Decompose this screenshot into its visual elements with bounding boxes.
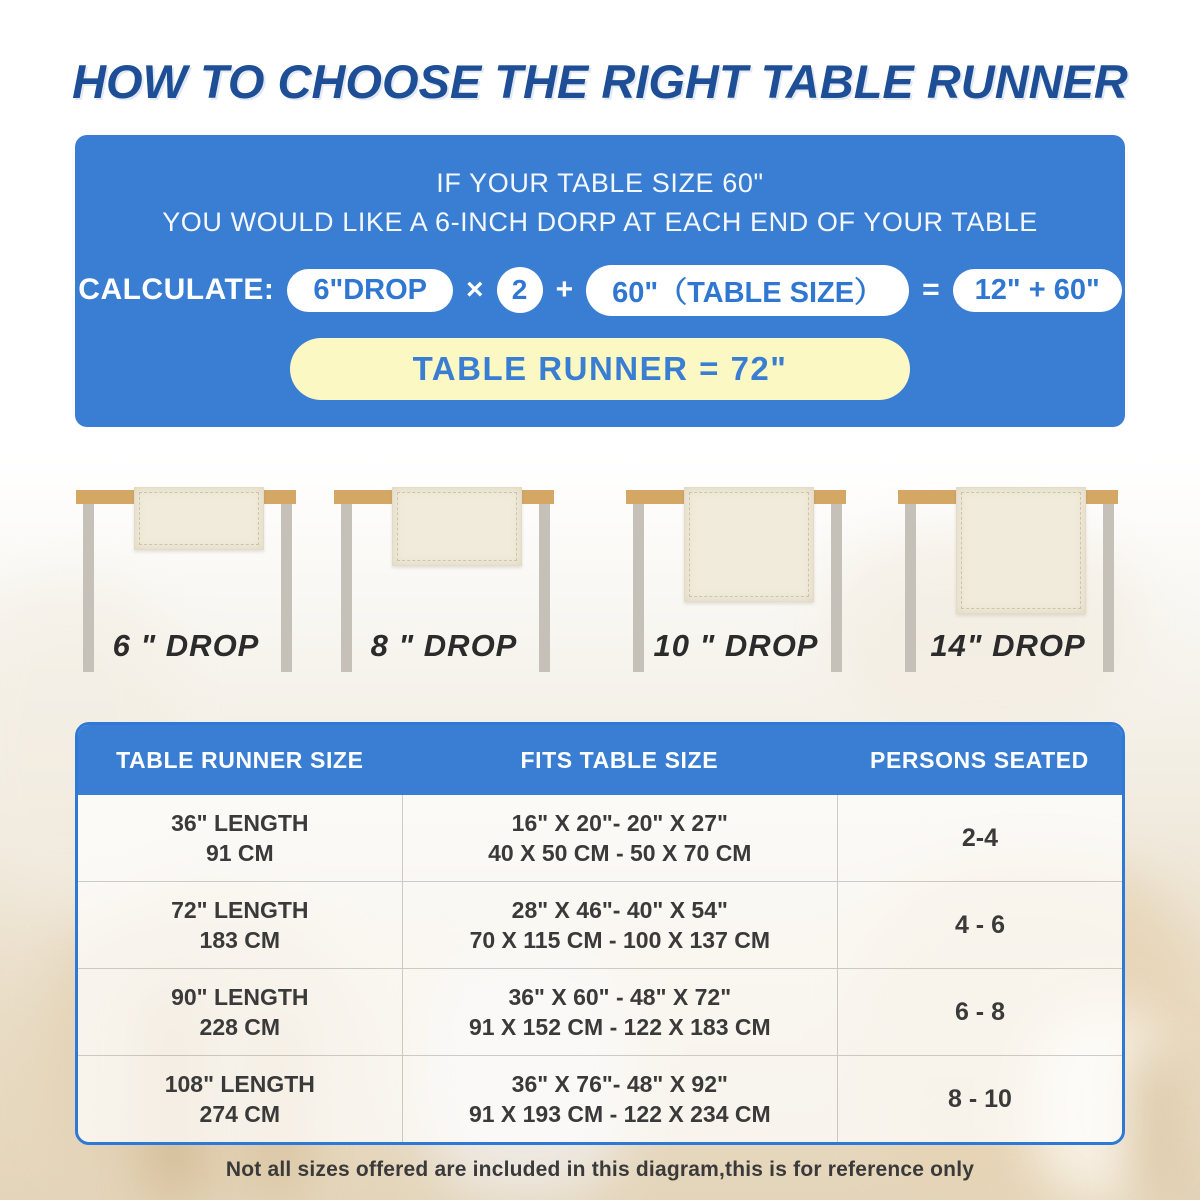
calculate-label: CALCULATE:: [78, 273, 275, 307]
runner-result-pill: TABLE RUNNER = 72": [290, 338, 910, 400]
fits-size-in: 16" X 20"- 20" X 27": [511, 809, 728, 836]
fits-size-cm: 91 X 193 CM - 122 X 234 CM: [468, 1101, 771, 1127]
drop-label: 8 " DROP: [370, 628, 518, 663]
footer-note: Not all sizes offered are included in this diagram,this is for reference only: [225, 1158, 975, 1181]
drop-label: 10 " DROP: [653, 628, 819, 663]
drop-value-pill: 6"DROP: [287, 269, 453, 312]
calculator-condition-line2: YOU WOULD LIKE A 6-INCH DORP AT EACH END OF YOUR TABLE: [162, 207, 1038, 238]
fits-size-in: 36" X 76"- 48" X 92": [511, 1070, 728, 1097]
header-fits-table-size: FITS TABLE SIZE: [520, 746, 719, 773]
cell-runner-size: [78, 1056, 402, 1142]
equals-operator: =: [922, 273, 940, 307]
drop-label: 14" DROP: [930, 628, 1086, 663]
page-title: HOW TO CHOOSE THE RIGHT TABLE RUNNER: [72, 55, 1128, 108]
cell-persons: 8 - 10: [837, 1056, 1122, 1142]
cell-fits-size: [402, 795, 837, 881]
fits-size-in: 36" X 60" - 48" X 72": [508, 983, 732, 1010]
table-row: [78, 968, 1122, 1055]
calculator-formula-row: [75, 265, 1125, 316]
table-runner-drape: [134, 487, 264, 550]
drop-figure-10in: [626, 480, 846, 695]
table-runner-drape: [392, 487, 522, 566]
header-runner-size: TABLE RUNNER SIZE: [116, 746, 364, 773]
fits-size-cm: 91 X 152 CM - 122 X 183 CM: [468, 1014, 771, 1040]
cell-persons: 6 - 8: [837, 969, 1122, 1055]
cell-runner-size: [78, 795, 402, 881]
runner-length-cm: 91 CM: [205, 840, 274, 866]
runner-length-in: 72" LENGTH: [171, 896, 309, 923]
multiply-operator: ×: [466, 273, 484, 307]
plus-operator: +: [555, 273, 574, 307]
cell-runner-size: [78, 969, 402, 1055]
runner-length-cm: 228 CM: [199, 1014, 281, 1040]
size-chart-header-row: [78, 725, 1122, 795]
table-row: [78, 795, 1122, 881]
drop-label: 6 " DROP: [112, 628, 260, 663]
runner-length-in: 36" LENGTH: [171, 809, 309, 836]
size-chart-table: [75, 722, 1125, 1145]
table-runner-drape: [684, 487, 814, 602]
fits-size-in: 28" X 46"- 40" X 54": [511, 896, 728, 923]
drop-figure-14in: [898, 480, 1118, 695]
cell-persons: 4 - 6: [837, 882, 1122, 968]
runner-length-in: 108" LENGTH: [164, 1070, 315, 1097]
runner-length-cm: 183 CM: [199, 927, 281, 953]
fits-size-cm: 40 X 50 CM - 50 X 70 CM: [488, 840, 752, 866]
calculator-panel: [75, 135, 1125, 427]
sum-pill: 12" + 60": [953, 269, 1122, 312]
cell-fits-size: [402, 969, 837, 1055]
drop-figure-6in: [76, 480, 296, 695]
drop-figures-row: [0, 480, 1200, 695]
calculator-condition-line1: IF YOUR TABLE SIZE 60": [436, 168, 764, 198]
cell-runner-size: [78, 882, 402, 968]
runner-length-cm: 274 CM: [199, 1101, 281, 1127]
factor-circle: 2: [497, 267, 543, 313]
table-size-pill: 60"（TABLE SIZE）: [586, 265, 909, 316]
runner-length-in: 90" LENGTH: [171, 983, 309, 1010]
cell-persons: 2-4: [837, 795, 1122, 881]
table-runner-drape: [956, 487, 1086, 614]
cell-fits-size: [402, 882, 837, 968]
header-persons-seated: PERSONS SEATED: [870, 746, 1089, 773]
drop-figure-8in: [334, 480, 554, 695]
fits-size-cm: 70 X 115 CM - 100 X 137 CM: [469, 927, 771, 953]
table-row: [78, 881, 1122, 968]
cell-fits-size: [402, 1056, 837, 1142]
table-row: [78, 1055, 1122, 1142]
size-chart-body: [78, 795, 1122, 1142]
